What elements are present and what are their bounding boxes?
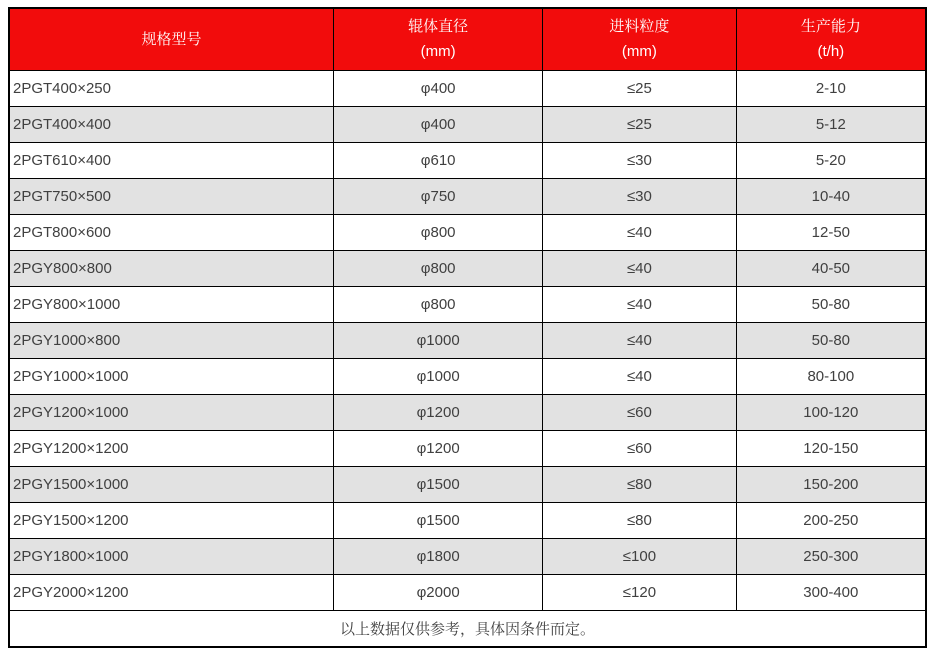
model-cell: 2PGY800×800 (9, 250, 334, 286)
diameter-cell: φ1800 (334, 538, 543, 574)
table-row (9, 358, 926, 394)
diameter-cell: φ1200 (334, 430, 543, 466)
diameter-cell: φ1500 (334, 502, 543, 538)
col-header-model (9, 8, 334, 70)
feed-size-cell: ≤30 (543, 142, 736, 178)
model-cell: 2PGY1800×1000 (9, 538, 334, 574)
diameter-cell: φ1500 (334, 466, 543, 502)
table-row (9, 286, 926, 322)
model-cell: 2PGT800×600 (9, 214, 334, 250)
col-header-capacity (736, 8, 926, 70)
model-cell: 2PGT750×500 (9, 178, 334, 214)
capacity-cell: 80-100 (736, 358, 926, 394)
diameter-cell: φ400 (334, 70, 543, 106)
model-cell: 2PGT400×400 (9, 106, 334, 142)
feed-size-cell: ≤25 (543, 106, 736, 142)
header-row (9, 8, 926, 70)
feed-size-cell: ≤40 (543, 214, 736, 250)
col-header-model-label: 规格型号 (141, 30, 202, 48)
model-cell: 2PGT400×250 (9, 70, 334, 106)
col-header-capacity-unit: (t/h) (817, 43, 845, 61)
feed-size-cell: ≤40 (543, 322, 736, 358)
col-header-feed-size-label: 进料粒度 (609, 18, 670, 36)
table-row (9, 466, 926, 502)
diameter-cell: φ2000 (334, 574, 543, 610)
model-cell: 2PGY1200×1200 (9, 430, 334, 466)
capacity-cell: 200-250 (736, 502, 926, 538)
model-cell: 2PGY800×1000 (9, 286, 334, 322)
table-row (9, 178, 926, 214)
model-cell: 2PGY1200×1000 (9, 394, 334, 430)
feed-size-cell: ≤60 (543, 394, 736, 430)
diameter-cell: φ800 (334, 286, 543, 322)
model-cell: 2PGT610×400 (9, 142, 334, 178)
table-row (9, 250, 926, 286)
footer-row (9, 610, 926, 647)
feed-size-cell: ≤120 (543, 574, 736, 610)
col-header-diameter (334, 8, 543, 70)
table-row (9, 574, 926, 610)
capacity-cell: 12-50 (736, 214, 926, 250)
feed-size-cell: ≤25 (543, 70, 736, 106)
capacity-cell: 50-80 (736, 322, 926, 358)
table-row (9, 502, 926, 538)
spec-table (8, 7, 927, 648)
table-row (9, 70, 926, 106)
spec-table-container (8, 7, 927, 648)
table-body (9, 70, 926, 610)
feed-size-cell: ≤40 (543, 286, 736, 322)
capacity-cell: 120-150 (736, 430, 926, 466)
capacity-cell: 5-20 (736, 142, 926, 178)
table-header (9, 8, 926, 70)
model-cell: 2PGY1500×1000 (9, 466, 334, 502)
col-header-feed-size (543, 8, 736, 70)
diameter-cell: φ400 (334, 106, 543, 142)
diameter-cell: φ610 (334, 142, 543, 178)
feed-size-cell: ≤80 (543, 502, 736, 538)
table-row (9, 430, 926, 466)
table-row (9, 106, 926, 142)
capacity-cell: 50-80 (736, 286, 926, 322)
model-cell: 2PGY1000×1000 (9, 358, 334, 394)
capacity-cell: 300-400 (736, 574, 926, 610)
diameter-cell: φ750 (334, 178, 543, 214)
col-header-capacity-label: 生产能力 (800, 18, 861, 36)
table-row (9, 322, 926, 358)
feed-size-cell: ≤30 (543, 178, 736, 214)
capacity-cell: 100-120 (736, 394, 926, 430)
capacity-cell: 150-200 (736, 466, 926, 502)
model-cell: 2PGY2000×1200 (9, 574, 334, 610)
table-row (9, 538, 926, 574)
table-row (9, 394, 926, 430)
table-row (9, 214, 926, 250)
diameter-cell: φ1200 (334, 394, 543, 430)
feed-size-cell: ≤100 (543, 538, 736, 574)
diameter-cell: φ800 (334, 214, 543, 250)
diameter-cell: φ1000 (334, 322, 543, 358)
diameter-cell: φ1000 (334, 358, 543, 394)
footer-note: 以上数据仅供参考，具体因条件而定。 (9, 610, 926, 647)
feed-size-cell: ≤40 (543, 250, 736, 286)
feed-size-cell: ≤60 (543, 430, 736, 466)
col-header-diameter-unit: (mm) (420, 43, 456, 61)
capacity-cell: 250-300 (736, 538, 926, 574)
col-header-diameter-label: 辊体直径 (408, 18, 469, 36)
feed-size-cell: ≤40 (543, 358, 736, 394)
table-footer (9, 610, 926, 647)
capacity-cell: 10-40 (736, 178, 926, 214)
table-row (9, 142, 926, 178)
col-header-feed-size-unit: (mm) (621, 43, 657, 61)
capacity-cell: 40-50 (736, 250, 926, 286)
capacity-cell: 5-12 (736, 106, 926, 142)
diameter-cell: φ800 (334, 250, 543, 286)
model-cell: 2PGY1500×1200 (9, 502, 334, 538)
feed-size-cell: ≤80 (543, 466, 736, 502)
capacity-cell: 2-10 (736, 70, 926, 106)
model-cell: 2PGY1000×800 (9, 322, 334, 358)
